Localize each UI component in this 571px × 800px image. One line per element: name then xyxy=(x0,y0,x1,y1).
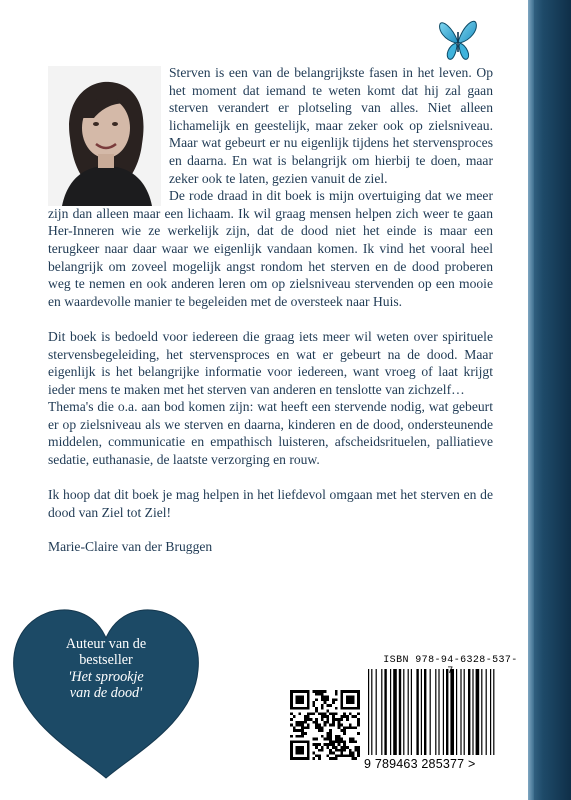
author-signature: Marie-Claire van der Bruggen xyxy=(48,539,213,555)
book-spine xyxy=(528,0,571,800)
paragraph-closing: Ik hoop dat dit boek je mag helpen in het liefdevol omgaan met het sterven en de dood van Ziel tot Ziel! xyxy=(48,487,493,520)
paragraph-themes: Thema's die o.a. aan bod komen zijn: wat heeft een stervende nodig, wat gebeurt er op zielsniveau als we sterven en daarna, kinderen en de dood, ondersteunende middelen, communicatie en empathisch luisteren, afscheidsrituelen, palliatieve sedatie, euthanasie, de laatste verzorging en rouw. xyxy=(48,399,493,468)
paragraph-audience: Dit boek is bedoeld voor iedereen die graag iets meer wil weten over spirituele stervensbegeleiding, het stervensproces en wat er gebeurt na de dood. Maar eigenlijk is het belangrijke informatie voor iedereen, want vroeg of laat krijgt ieder mens te maken met het sterven van anderen en tenslotte van zichzelf… xyxy=(48,328,493,397)
qr-code xyxy=(290,690,360,760)
heart-line-3: 'Het sprookje xyxy=(68,668,144,685)
heart-line-4: van de dood' xyxy=(69,685,143,702)
butterfly-icon xyxy=(438,18,478,64)
paragraph-red-thread: De rode draad in dit boek is mijn overtuiging dat we meer zijn dan alleen maar een lichaam. Ik wil graag mensen helpen zich weer te gaan Her-Inneren wie ze werkelijk zijn, dat de dood niet het einde is maar een terugkeer naar daar waar we eigenlijk vandaan komen. Ik vind het vooral heel belangrijk om zoveel mogelijk angst rondom het sterven en de dood proberen weg te nemen en ook anderen leren om op zielsniveau stervenden op een mooie en waardevolle manier te begeleiden met de oversteek naar Huis. xyxy=(48,188,493,309)
heart-line-1: Auteur van de xyxy=(65,636,147,652)
intro-paragraph: Sterven is een van de belangrijkste fasen in het leven. Op het moment dat iemand te weten komt dat hij zal gaan sterven verandert er plotseling van alles. Niet alleen lichamelijk en geestelijk, maar zeker ook op zielsniveau. Maar wat gebeurt er nu eigenlijk tijdens het stervensproces en daarna. En wat is belangrijk om hierbij te doen, maar zeker ook te laten, gezien vanuit de ziel. xyxy=(169,65,493,186)
ean-digits: 9 789463 285377 > xyxy=(364,757,476,771)
isbn-label: ISBN 978-94-6328-537- xyxy=(383,655,518,666)
heart-badge-text xyxy=(22,636,190,702)
heart-line-2: bestseller xyxy=(79,652,133,669)
back-cover-text xyxy=(48,64,493,556)
